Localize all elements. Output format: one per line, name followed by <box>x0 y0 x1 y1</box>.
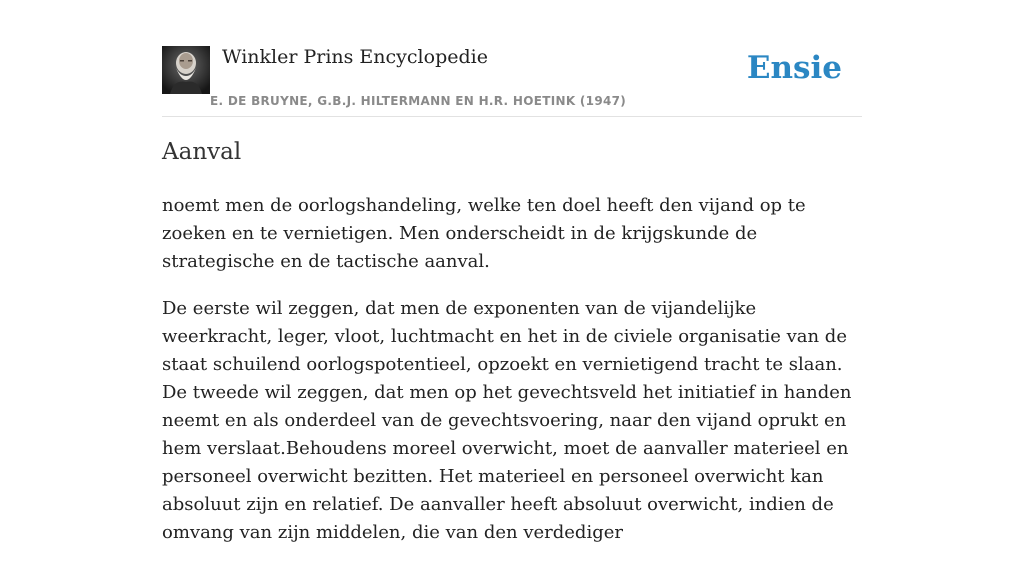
article-title: Aanval <box>162 139 242 165</box>
avatar[interactable] <box>162 46 210 94</box>
encyclopedia-title[interactable]: Winkler Prins Encyclopedie <box>222 46 488 68</box>
paragraph: De eerste wil zeggen, dat men de exponenten van de vijandelijke weerkracht, leger, vloot, luchtmacht en het in de civiele organisatie van de staat schuilend oorlogspotentieel, opzoekt en vernietigend tracht te slaan. De tweede wil zeggen, dat men op het gevechtsveld het initiatief in handen neemt en als onderdeel van de gevechtsvoering, naar den vijand oprukt en hem verslaat.Behoudens moreel overwicht, moet de aanvaller materieel en personeel overwicht bezitten. Het materieel en personeel overwicht kan absoluut zijn en relatief. De aanvaller heeft absoluut overwicht, indien de omvang van zijn middelen, die van den verdediger <box>162 298 852 543</box>
article-body <box>162 192 862 566</box>
authors-byline: E. DE BRUYNE, G.B.J. HILTERMANN EN H.R. HOETINK (1947) <box>210 94 627 108</box>
ensie-logo[interactable]: Ensie <box>746 50 842 86</box>
paragraph: noemt men de oorlogshandeling, welke ten doel heeft den vijand op te zoeken en te vernietigen. Men onderscheidt in de krijgskunde de strategische en de tactische aanval. <box>162 195 806 272</box>
portrait-icon <box>162 46 210 94</box>
header <box>162 44 862 117</box>
